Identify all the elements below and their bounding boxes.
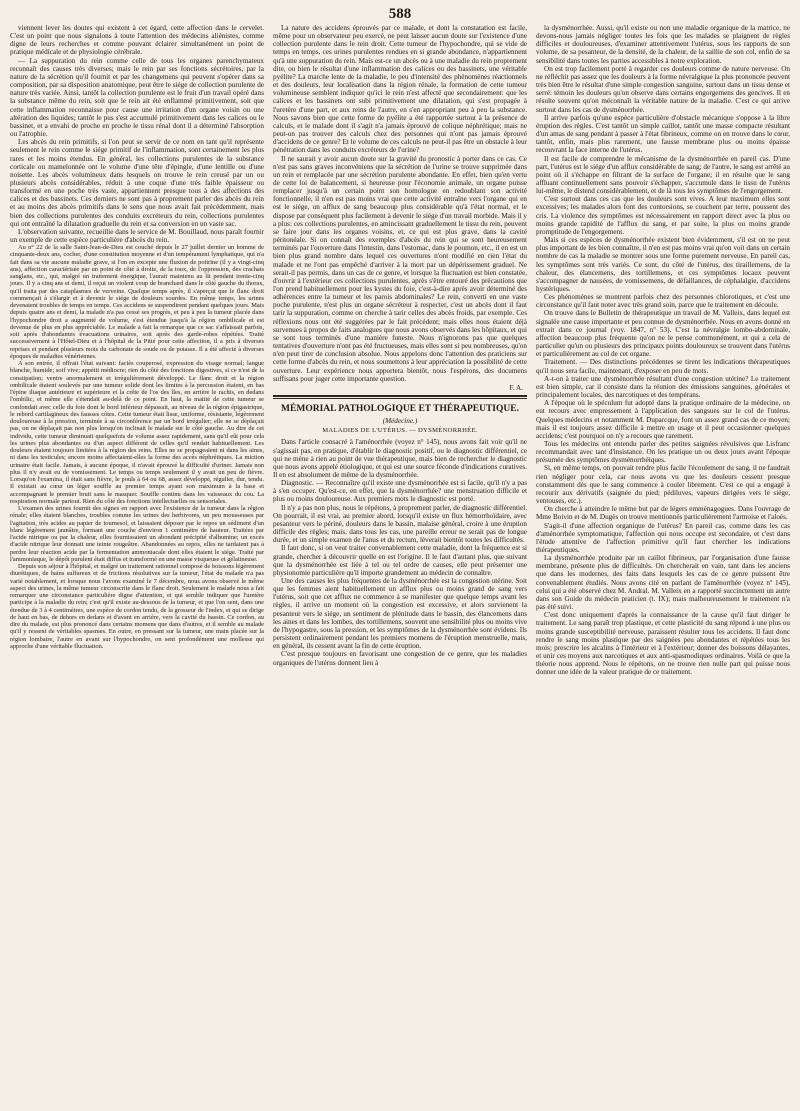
page-number: 588: [388, 6, 412, 22]
paragraph: Si, en même temps, on pouvait rendre plus facile l'écoulement du sang, il ne faudrait rien négliger pour cela, car nous avons vu que les douleurs cessent presque constamment dès que le sang commence à couler librement. C'est ce qui a engagé à recourir aux dérivatifs (saignée du pied; pédiluves, vapeurs dirigées vers le siége, ventouses, etc.).: [536, 464, 790, 506]
subsection-heading: MALADIES DE L'UTÉRUS. — DYSMÉNORRHÉE.: [322, 427, 478, 435]
paragraph: On est trop facilement porté à regarder ces douleurs comme de nature nerveuse. On ne réfléchit pas assez que les douleurs à la forme névralgique la plus prononcée peuvent très bien être le résultat d'une simple congestion sanguine, surtout dans un tissu dense et serré: témoin les douleurs qu'on observe dans certains engorgemens des gencives. Il en résulte souvent qu'on méconnaît la véritable nature de la maladie. C'est ce qui arrive surtout dans les cas de dysménorrhée.: [536, 64, 790, 114]
paragraph: Il est facile de comprendre le mécanisme de la dysménorrhée en pareil cas. D'une part, l'utérus est le siége d'un afflux considérable de sang; de l'autre, le sang est arrêté au point où il s'échappe en filtrant de la surface de l'organe; il en résulte que le sang affluant continuellement sans pouvoir s'échapper, s'accumule dans le tissu de l'utérus lui-même, le distend considérablement, et de là tous les symptômes de l'engorgement.: [536, 154, 790, 196]
paragraph: Une des causes les plus fréquentes de la dysménorrhée est la congestion utérine. Soit que les femmes aient habituellement un afflux plus ou moins grand de sang vers l'utérus, soit que cet afflux ne commence à se manifester que quelque temps avant les règles, il arrive un moment où la congestion est excessive, et alors survienent la pesanteur vers le siége, un sentiment de plénitude dans le bassin, des élancemens dans les aines et dans les lombes, des tortillemens, souvent une sensibilité plus ou moins vive de l'hypogastre, sous la pression, et les symptômes de la dysménorrhée sont évidens. Ils persistent ordinairement pendant les premiers momens de l'éruption menstruelle, mais, en général, ils cessent avant la fin de cette éruption.: [273, 577, 527, 651]
case-paragraph: Au n° 22 de la salle Saint-Jean-de-Dieu est couché depuis le 27 juillet dernier un homme de cinquante-deux ans, cocher, d'une constitution moyenne et d'un tempérament lymphatique, qui n'a fait dans sa vie aucune maladie grave, si l'on en excepte une fluxion de poitrine (il y a vingt-cinq ans), affection caractérisée par un point de côté à droite, de la toux, de l'oppression, des crachats sanglans, etc., qui, malgré un traitement énergique, l'aurait maintenu au lit pendant trente-cinq jours. Il y a cinq ans et demi, il reçut un violent coup de branchard dans le côté gauche du thorax, qu'il traita par des cataplasmes de verveine. Quelque temps après, il s'aperçut que le flanc droit commençait à s'élargir et à devenir le siége de douleurs sourdes. En même temps, les urines devenaient troubles de temps en temps. Ces accidens se suspendirent pendant quelques jours. Mais depuis quatre ans et demi, la malade n'a pas cessé ses progrès, et peu à peu la tumeur placée dans l'hypochondre droit a augmenté de volume, s'est étendue jusqu'à la région ombilicale et est devenue de plus en plus appréciable. Le malade a fait la remarque que ce sac s'affaissait parfois, soit après d'abondantes évacuations urinaires, soit après des garde-robes répétées. Traité successivement à l'Hôtel-Dieu et à l'hôpital de la Pitié pour cette affection, il a pris à diverses reprises et pendant plusieurs mois du carbonate de soude ou de potasse. Il a été affecté à diverses époques de maladies vénériennes.: [10, 244, 264, 360]
case-paragraph: L'examen des urines fournit des signes en rapport avec l'existence de la tumeur dans la région rénale; elles étaient blanches, troubles comme les urines des herbivores, un peu mousseuses par l'agitation, très acides au papier de tournesol, et laissaient déposer par le repos un sédiment d'un blanc légèrement jaunâtre, formant une couche d'environ 1 centimètre de hauteur. Traitées par l'acide nitrique ou par la chaleur, elles fournissaient un abondant précipité d'albumine; un excès d'acide nitrique leur donnait une teinte rougeâtre. Abandonnées au repos, elles ne tardaient pas à perdre leur réaction acide par la fermentation ammoniacale dont elles étaient le siége. Traité par l'ammoniaque, le dépôt purulent était diffus et transformé en une masse visqueuse et gélatineuse.: [10, 505, 264, 563]
column-3: [536, 24, 790, 1109]
paragraph: On cherche à atteindre le même but par de légers emménagogues. Dans l'ouvrage de Mme Boivin et de M. Dugès on trouve mentionnés particulièrement l'armoise et l'aloès.: [536, 505, 790, 522]
paragraph: Ces phénomènes se montrent parfois chez des personnes chlorotiques, et c'est une circonstance qu'il faut noter avec très grand soin, parce que le traitement en découle.: [536, 293, 790, 310]
paragraph: Les abcès du rein primitifs, si l'on peut se servir de ce nom en tant qu'il représente seulement le rein comme le siége primitif de l'inflammation, sont certainement les plus rares et les moins étendus. En général, les collections purulentes de la substance corticale ou mamelonnée ont le volume d'une tête d'épingle, d'une lentille ou d'une noisette. Les abcès volumineux dans lesquels on trouve le rein creusé par un ou plusieurs abcès considérables, réduit à une coque d'une très faible épaisseur ou transformé en une poche très vaste, appartiennent presque tous à des affections des calices et des bassinets. Ces derniers ne sont pas à proprement parler des abcès du rein et au moins des abcès primitifs dans le sens que nous avait fait précédemment, mais bien des collections purulentes des conduits excréteurs du rein, collections purulentes qui ont entraîné la dilatation graduelle du rein et sa conversion en un vaste sac.: [10, 138, 264, 228]
paragraph: Tous les médecins ont entendu parler des petites saignées révulsives que Lisfranc recommandait avec tant d'insistance. On les pratique un ou deux jours avant l'époque présumée des symptômes dysménorrhéiques.: [536, 439, 790, 465]
paragraph: Mais si ces espèces de dysménorrhée existent bien évidemment, s'il est on ne peut plus important de les bien connaître, il n'en est pas moins vrai qu'on voit dans un certain nombre de cas la maladie se montrer sous une forme purement nerveuse. En pareil cas, les symptômes sont très variés. Ce sont, du côté de l'utérus, des tiraillemens, de la chaleur, des élancemens, des tortillemens, et ces symptômes locaux peuvent s'accompagner de nausées, de vomissemens, de défaillances, de céphalalgie, d'accidens hystériques.: [536, 236, 790, 293]
paragraph: Dans l'article consacré à l'aménorrhée (voyez n° 145), nous avons fait voir qu'il ne s'agissait pas, en pratique, d'établir le diagnostic positif, ou le diagnostic différentiel, ce qui ne mène à rien au point de vue thérapeutique, mais bien de rechercher le diagnostic que nous avons appelé étiologique, et qui est une source féconde d'indications curatives. Il en est absolument de même de la dysménorrhée.: [273, 438, 527, 479]
paragraph: C'est donc uniquement d'après la connaissance de la cause qu'il faut diriger le traitement. Le sang paraît trop plastique, et cette plasticité du sang répond à une plus ou moins grande susceptibilité nerveuse, paraissent résulter tous les accidens. Il faut donc rendre le sang moins plastique par des saignées peu abondantes et répétées tous les mois; prescrire les alcalins à l'intérieur et à l'extérieur; donner des boissons délayantes, et unir ces moyens aux narcotiques et aux anti-spasmodiques ordinaires. Voilà ce que la théorie nous apprend. Nous le répétons, on ne trouve rien nulle part qui puisse nous donner une idée de la valeur pratique de ce traitement.: [536, 611, 790, 677]
paragraph: Il ne saurait y avoir aucun doute sur la gravité du pronostic à porter dans ce cas. Ce n'est pas sans graves inconvéniens que la sécrétion de l'urine se trouve supprimée dans un rein et remplacée par une sécrétion purulente abondante. En effet, bien qu'en vertu de cette loi de balancement, si heureuse pour l'économie animale, un organe puisse remplacer jusqu'à un certain point son homologue en redoublant son activité fonctionnelle, il n'en est pas moins vrai que cette activité entraîne vers l'organe qui en est le siége, un afflux de sang beaucoup plus considérable qu'à l'état normal, et le dispose par conséquent plus facilement à devenir le siége d'un travail morbide. Mais il y a plus: ces collections purulentes, en amincissant graduellement le tissu du rein, peuvent se faire jour dans les organes voisins, et, ce qui est plus grave, dans la cavité péritonéale. Si on connaît des exemples d'abcès du rein qui se sont heureusement terminés par l'ouverture dans l'intestin, dans l'estomac, dans le poumon, etc., il en est un bien plus grand nombre dans lequel ces ouvertures n'ont modifié en rien l'état du malade et ne l'ont pas empêché d'arriver à la mort par un dépérissement graduel. Ne serait-il pas permis, dans un cas de ce genre, et lorsque la fluctuation est bien constatée, d'ouvrir à l'extérieur ces collections purulentes, après s'être entouré des précautions que l'on prend habituellement pour les kystes du foie, c'est-à-dire après avoir déterminé des adhérences entre la tumeur et les parois abdominales? Le rein, converti en une vaste poche purulente, n'est plus un organe sécréteur à respecter, c'est un abcès dont il faut tarir la suppuration, comme on cherche à tarir celles des abcès froids, par exemple. Ces réflexions nous ont été suggérées par le fait précédent; mais elles nous étaient déjà survenues à propos de faits analogues que nous avons observés dans les hôpitaux, et qui se sont tous terminés d'une manière funeste. Nous n'ignorons pas que quelques tentatives d'ouverture n'ont pas été fructueuses, mais elles sont si peu nombreuses, qu'on n'en peut tirer de conclusion absolue. Nous appelons donc l'attention des praticiens sur cette forme d'abcès du rein, et nous soumettons à leur appréciation la possibilité de cette ouverture. Leur expérience nous apportera bientôt, nous l'espérons, des documens suffisans pour juger cette importante question.: [273, 154, 527, 383]
paragraph: Il faut donc, si on veut traiter convenablement cette maladie, dont la fréquence est si grande, chercher à découvrir quelle en est l'origine. Il le faut d'autant plus, que suivant que la dysménorrhée est liée à tel ou tel ordre de causes, elle peut présenter une physionomie particulière qu'il importe grandement au médecin de connaître.: [273, 544, 527, 577]
paragraph: — La suppuration du rein comme celle de tous les organes parenchymateux reconnaît des causes très diverses; mais le rein par ses fonctions sécrétoires, par la nature de la sécrétion qu'il fournit et par les changemens qui peuvent s'opérer dans sa composition, par sa disposition anatomique, peut être le siége de collection purulente de nature très variée. Ainsi, tantôt la collection purulente est le fruit d'un travail opéré dans la substance même du rein, soit que le rein ait été enflammé primitivement, soit que cette inflammation reconnaisse pour cause une irritation d'un organe voisin ou une altération des liquides; tantôt le pus s'est accumulé primitivement dans les calices ou le bassinet, et a envahi de proche en proche le tissu rénal dont il a déterminé l'absorption ou l'atrophie.: [10, 56, 264, 139]
paragraph: Il n'y a pas non plus, nous le répétons, à proprement parler, de diagnostic différentiel. On pourrait, il est vrai, au premier abord, lorsqu'il existe un flux hémorrhoïdaire, avec pesanteur vers le périné, douleurs dans le bassin, malaise général, croire à une éruption difficile des règles; mais, dans tous les cas, une pareille erreur ne serait pas de longue durée, et un simple examen de l'anus et du rectum, lèverait bientôt toutes les difficultés.: [273, 503, 527, 545]
paragraph: L'observation suivante, recueillie dans le service de M. Bouillaud, nous paraît fournir un exemple de cette espèce particulière d'abcès du rein.: [10, 227, 264, 245]
section-divider: [273, 395, 527, 399]
paragraph: viennent lever les doutes qui existent à cet égard, cette affection dans le cervelet. C'est un point que nous signalons à toute l'attention des médecins aliénistes, comme digne de leurs recherches et comme pouvant éclairer simultanément un point de pratique médicale et de physiologie cérébrale.: [10, 24, 264, 57]
text-columns: [10, 24, 790, 1109]
paragraph: la dysménorrhée. Aussi, qu'il existe ou non une maladie organique de la matrice, ne devons-nous jamais négliger toutes les fois que les malades se plaignent de règles difficiles et douloureuses, d'examiner attentivement l'utérus, sous les rapports de son volume, de sa pesanteur, de la densité, de la chaleur, de la saillie de son col, enfin de sa sensibilité dans toutes les parties accessibles à notre exploration.: [536, 24, 790, 65]
column-1: [10, 24, 264, 1109]
author-signature: F. A.: [509, 383, 523, 392]
case-paragraph: A son entrée, il offrait l'état suivant: faciès couperosé, expression du visage normal; langue blanche, humide; soif vive; appétit médiocre; rien du côté des fonctions digestives, si ce n'est de la constipation; ventre anormalement et irrégulièrement développé. Le flanc droit et la région ombilicale étaient soulevés par une tumeur solide dont les limites à la percussion étaient, en bas l'épine iliaque antérieure et supérieure et la crête de l'os des îles, en arrière le rachis, en dedans l'ombilic, et même elle s'étendait au-delà de ce point. En haut, la matité de cette tumeur se confondait avec celle du foie dont le bord inférieur dépassait, au niveau de la région épigastrique, le rebord cartilagineux des fausses côtes. Cette tumeur était lisse, uniforme, résistante, légèrement douloureuse à la pression, terminée à sa circonférence par un bord irrégulier; elle ne se déplaçait pas, on ne déplaçait pas non plus lorsqu'on inclinait le malade sur le côté gauche. Au dire de cet individu, cette tumeur diminuait quelquefois de volume assez rapidement, sans qu'il eût pour cela les urines plus abondantes ou d'un aspect différent de celles qu'il rendait habituellement. Les douleurs étaient toujours limitées à la région des reins. Elles ne se propageaient ni dans les aines, ni dans les testicules; encore moins affectaient-elles la forme des accès néphrétiques. La miction urinaire était facile. Jamais, à aucune époque, il n'avait éprouvé la difficulté d'uriner. Jamais non plus il n'y avait eu de vomissement. Le temps ou temps seulement il y avait un peu de fièvre. Lorsqu'on l'examina, il était sans fièvre, le pouls à 64 ou 68, assez développé, régulier, dur, tendu. Il existait au cœur un léger souffle au premier temps ayant son maximum à la base et accompagnant le premier bruit sans le masquer. Souffle continu dans les vaisseaux du cou. La respiration normale partout. Rien du côté des fonctions intellectuelles ou sensoriales.: [10, 360, 264, 505]
paragraph: C'est presque toujours en favorisant une congestion de ce genre, que les maladies organiques de l'utérus donnent lieu à: [273, 650, 527, 667]
column-2: [273, 24, 527, 1109]
paragraph: Traitement. — Des distinctions précédentes se tirent les indications thérapeutiques qu'il nous sera facile, maintenant, d'exposer en peu de mots.: [536, 358, 790, 375]
section-subtitle: (Médecine.): [382, 417, 418, 426]
paragraph: A l'époque où le spéculum fut adopté dans la pratique ordinaire de la médecine, on eut recours avec empressement à l'application des sangsues sur le col de l'utérus. Quelques médecins et notamment M. Duparcque, font un assez grand cas de ce moyen; mais il est toujours assez difficile à mettre en usage et il peut occasionner quelques accidens; c'est pourquoi on n'y a recours que rarement.: [536, 399, 790, 440]
section-title: MÉMORIAL PATHOLOGIQUE ET THÉRAPEUTIQUE.: [281, 404, 519, 415]
paragraph: La nature des accidens éprouvés par ce malade, et dont la constatation est facile, même pour un observateur peu exercé, ne peut laisser aucun doute sur l'existence d'une collection purulente dans le rein droit. Cette tumeur de l'hypochondre, qui se vide de temps en temps, ces urines purulentes rendues en si grande abondance, n'appartiennent qu'à une suppuration du rein. Mais est-ce un abcès ou à une maladie du rein proprement dite, ou bien le résultat d'une inflammation des calices ou des bassinets, une véritable pyélite? La marche lente de la maladie, le peu d'intensité des phénomènes réactionnels et des douleurs, leur localisation dans la région rénale, la formation de cette tumeur volumineuse semblent indiquer qu'ici le rein n'est affecté que secondairement: que les calices et les bassinets ont subi primitivement une dilatation, qui s'est propagée à l'uretère d'une part, et aux reins de l'autre, en s'en appropriant peu à peu la substance. Nous savons bien que cette forme de pyélite a été rapportée surtout à la présence de calculs, et le malade dont il s'agit n'a jamais éprouvé de colique néphrétique; mais ne peut-on pas trouver des calculs chez des personnes qui n'ont pas jamais éprouvé d'accidens de ce genre? Et le volume de ces calculs ne peut-il pas être un obstacle à leur pénétration dans les conduits excréteurs de l'urine?: [273, 24, 527, 155]
paragraph: Il arrive parfois qu'une espèce particulière d'obstacle mécanique s'oppose à la libre éruption des règles. C'est tantôt un simple caillot, tantôt une masse compacte résultant d'un amas de sang pendant à passer à l'état fibrineux, comme on en trouve dans le cœur, tantôt, enfin, mais plus rarement, une fausse membrane plus ou moins épaisse recouvrant la face interne de l'utérus.: [536, 113, 790, 155]
case-paragraph: Depuis son séjour à l'hôpital, et malgré un traitement rationnel composé de boissons légèrement diurétiques, de bains sulfureux et de frictions résolutives sur la tumeur, l'état du malade n'a pas varié notablement, et lorsque nous l'avons examiné le 7 décembre, nous avons observé le même aspect des urines, la même tumeur circonscrite dans le flanc droit. Seulement le malade nous a fait remarquer une circonstance particulière digne d'attention, et qui semble indiquer que l'uretère participe à la maladie du rein; c'est qu'il existe au-dessous de la tumeur, et que l'on sent, dans une étendue de 3 à 4 centimètres, une espèce de cordon tendu, de la grosseur de l'index, et qui se dirige de haut en bas, de dehors en dedans et d'avant en arrière, vers la cavité du bassin. Ce cordon, au dire du malade, est plus prononcé dans certains momens que dans d'autres, et il semble au malade qu'il y ressent de véritables spasmes. En outre, en pressant sur la tumeur, une main placée sur la région lombaire, l'autre en avant sur l'hypochondre, on sent profondément une mollesse qui approche d'une véritable fluctuation.: [10, 563, 264, 650]
paragraph: On trouve dans le Bulletin de thérapeutique un travail de M. Valleix, dans lequel est signalée une cause importante et peu connue de dysménorrhée. Nous en avons donné en extrait dans ce journal (voy. 1847, nº 53). C'est la névralgie lombo-abdominale, affection beaucoup plus fréquente qu'on ne le pense communément, et qui a cela de particulier qu'un ou plusieurs des principaux points douloureux se trouvent dans l'utérus et particulièrement au col de cet organe.: [536, 309, 790, 359]
paragraph: A-t-on à traiter une dysménorrhée résultant d'une congestion utérine? Le traitement est bien simple, car il consiste dans la réunion des émissions sanguines, générales et principalement locales, des narcotiques et des tempérans.: [536, 374, 790, 400]
paragraph: S'agit-il d'une affection organique de l'utérus? En pareil cas, comme dans les cas d'aménorrhée symptomatique, l'affection qui nous occupe est secondaire, et c'est dans l'étude attentive de l'affection primitive qu'il faut chercher les indications thérapeutiques.: [536, 521, 790, 554]
paragraph: C'est surtout dans ces cas que les douleurs sont vives. A leur maximum elles sont excessives; les malades alors font des contorsions, se couchent par terre, poussent des cris. La violence des symptômes est nécessairement en rapport direct avec la plus ou moins grande rapidité de l'afflux du sang, et par suite, la plus ou moins grande promptitude de l'engorgement.: [536, 195, 790, 236]
paragraph: La dysménorrhée produite par un caillot fibrineux, par l'organisation d'une fausse membrane, présente plus de difficultés. On chercherait en vain, tant dans les anciens que dans les modernes, des faits dans lesquels les cas de ce genre puissent être convenablement étudiés. Nous avons cité en parlant de l'aménorrhée (voyez nº 145), celui qui a été observé chez M. Andral. M. Valleix en a rapporté succinctement un autre dans son Guide du médecin praticien (t. IX); mais malheureusement le traitement n'a pas été suivi.: [536, 554, 790, 612]
paragraph: Diagnostic. — Reconnaître qu'il existe une dysménorrhée est si facile, qu'il n'y a pas à s'en occuper. Qu'est-ce, en effet, que la dysménorrhée? une menstruation difficile et plus ou moins douloureuse. Aux premiers mots le diagnostic est porté.: [273, 479, 527, 504]
